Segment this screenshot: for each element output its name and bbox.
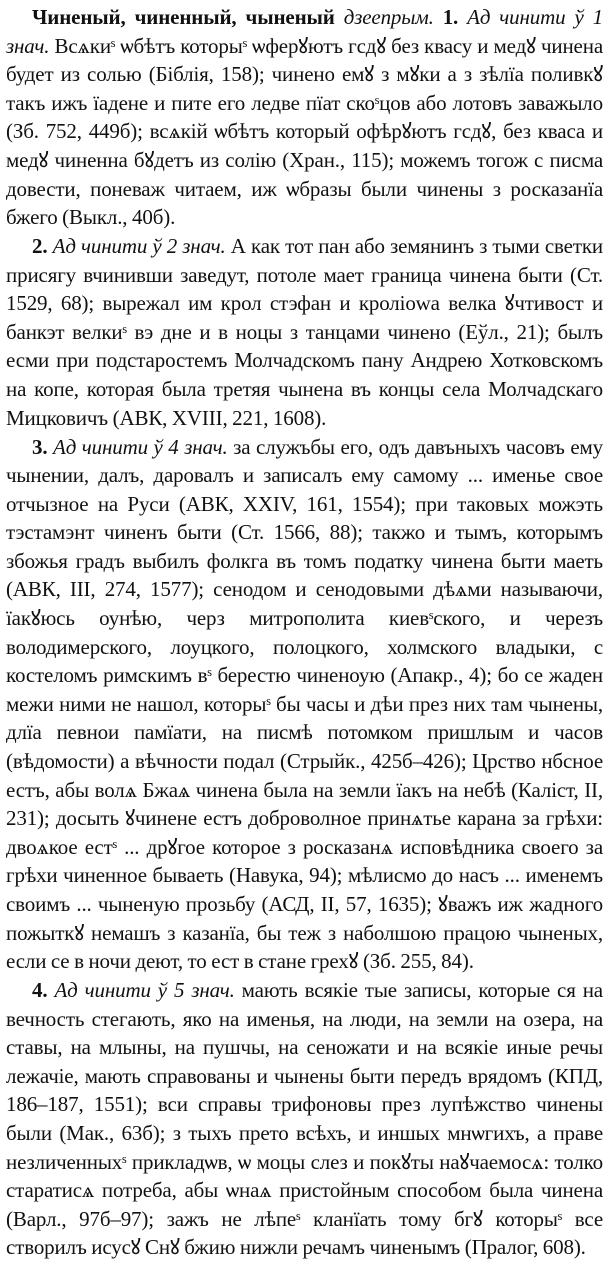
sense-1-number: 1. xyxy=(442,5,459,29)
sense-2-paragraph xyxy=(6,232,603,432)
sense-1-text: Всѧкиˢ ѡбѣтъ которыˢ ѡферꙋютъ гсдꙋ без квасу и медꙋ чинена будет из солью (Біблія, 158); чинено емꙋ з мꙋки а з зѣлїа поливкꙋ такъ ижъ їадене и пите его ледве пїат скоˢцов або лотовъ заважыло (Зб. 752, 449б); всѧкій ѡбѣтъ который офѣрꙋютъ гсдꙋ, без кваса и медꙋ чиненна бꙋдетъ из солію (Хран., 115); можемъ тогож с писма довести, поневаж читаем, иж ѡбразы были чинены з росказанїа бжего (Выкл., 40б). xyxy=(6,33,603,230)
headword: Чиненый, чиненный, чыненый xyxy=(32,5,335,29)
sense-2-definition: Ад чинити ў 2 знач. xyxy=(52,234,226,259)
sense-4-number: 4. xyxy=(32,978,48,1003)
sense-3-paragraph xyxy=(6,433,603,976)
sense-3-definition: Ад чинити ў 4 знач. xyxy=(53,434,228,459)
sense-2-number: 2. xyxy=(32,234,48,259)
sense-2-text: А как тот пан або земянинъ з тыми светки присягу вчинивши заведут, потоле мает граница чинена быти (Ст. 1529, 68); вырежал им крол стэфан и кроліowa велка ꙋчтивост и банкэт велкиˢ вэ дне и в ноцы з танцами чинено (Еўл., 21); былъ есми при подстаростемъ Молчадскомъ пану Андрею Хотковскомъ на копе, которая была третяя чынена въ концы села Молчадскаго Мицковичъ (АВК, XVIII, 221, 1608). xyxy=(6,234,603,430)
sense-3-text: за служъбы его, одъ давъныхъ часовъ ему чынении, далъ, даровалъ и записалъ ему самому ... именье свое отчызное на Руси (АВК, XXIV, 161, 1554); при таковых можэть тэстамэнт чиненъ быти (Ст. 1566, 88); такжо и тымъ, которымъ збожья градъ выбилъ фолкга въ томъ податку чинена быти маеть (АВК, III, 274, 1577); сенодом и сенодовыми дѣѧми называючи, їакꙋюсь оунѣю, черз митрополита киевˢского, и черезъ володимерского, лоуцкого, полоцкого, холмского владыки, с костеломъ римскимъ вˢ берестю чиненоую (Апакр., 4); бо се жаден межи ними не нашол, которыˢ бы часы и дѣи през них там чынены, длїа певнои памїати, на писмѣ потомком пришлым и часов (вѣдомости) а вѣчности подал (Стрыйк., 425б–426); Црство нбсное естъ, абы волѧ Бжаѧ чинена была на земли їакъ на небѣ (Каліст, II, 231); досыть ꙋчинене естъ доброволное принѧтье карана за грѣхи: двоѧкое естˢ ... дрꙋгое которое з росказанѧ исповѣдника своего за грѣхи чиненное бываеть (Навука, 94); мѣлисмо до насъ ... именемъ своимъ ... чыненую прозьбу (АСД, II, 57, 1635); ꙋважъ иж жадного пожыткꙋ немашъ з казанїа, бы теж з наболшою працою чыненых, если се в ночи деют, то ест в стане грехꙋ (Зб. 255, 84). xyxy=(6,434,603,974)
sense-3-number: 3. xyxy=(32,434,48,459)
sense-4-text: мають всякіе тые записы, которые ся на вечность стегають, яко на именья, на люди, на земли на озера, на ставы, на млыны, на пушчы, на сеножати и на всякіе иные речы лежачіе, мають справованы и чынены быти передъ врядомъ (КПД, 186–187, 1551); вси справы трифоновы през лупѣжство чинены были (Мак., 63б); з тыхъ прето всѣхъ, и иншых мнѡгихъ, а праве незличенныхˢ прикладѡв, ѡ моцы слез и покꙋты наꙋчаемосѧ: толко старатисѧ потреба, абы ѡнаѧ пристойным способом была чинена (Варл., 97б–97); зажъ не лѣпеˢ кланїать тому бгꙋ которыˢ все створилъ исусꙋ Снꙋ бжию нижли речамъ чиненымъ (Пралог, 608). xyxy=(6,978,603,1260)
sense-4-paragraph xyxy=(6,976,603,1262)
sense-1-paragraph xyxy=(6,3,603,232)
sense-1-definition: Ад чинити ў 1 знач. xyxy=(6,5,603,58)
sense-4-definition: Ад чинити ў 5 знач. xyxy=(54,978,235,1003)
part-of-speech: дзеепрым. xyxy=(343,5,434,29)
